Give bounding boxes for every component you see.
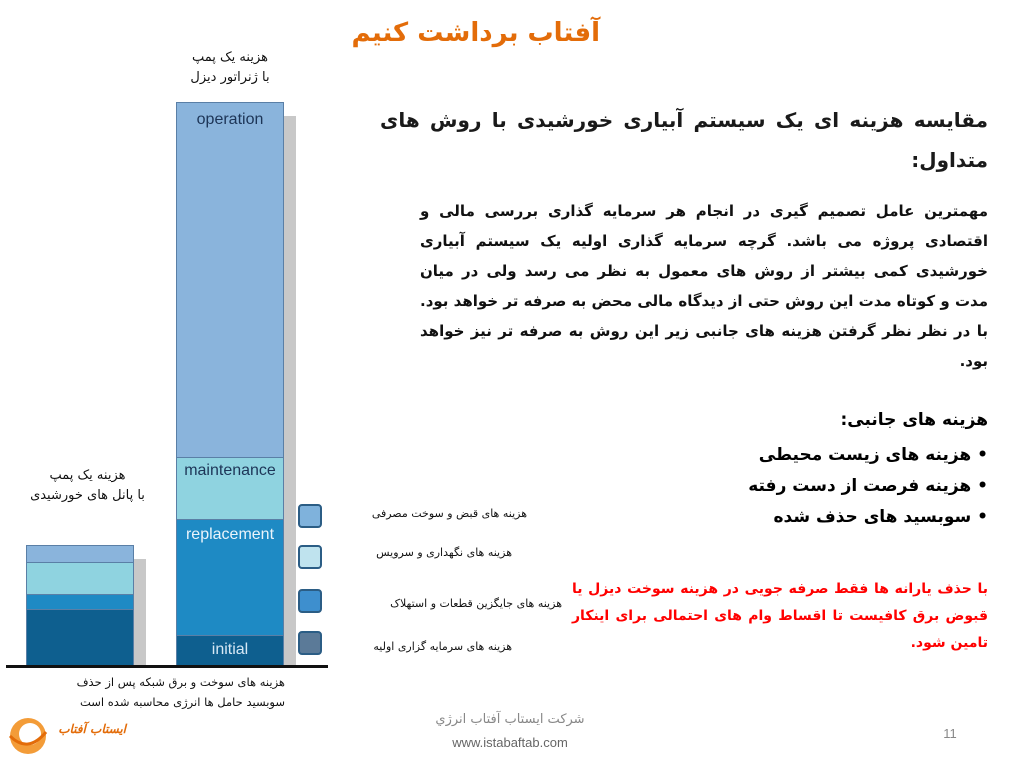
diesel-column-label (170, 48, 290, 88)
diesel-label-line1: هزینه یک پمپ (192, 50, 268, 65)
slide-title: آفتاب برداشت کنیم (351, 18, 600, 48)
initial-label: initial (211, 641, 249, 658)
diesel-initial-segment (177, 635, 283, 665)
diesel-label-line2: با ژنراتور دیزل (190, 70, 270, 85)
company-url[interactable]: www.istabaftab.com (452, 735, 568, 750)
replacement-label: replacement (185, 526, 275, 543)
operation-label: operation (196, 111, 264, 128)
legend-swatch-replacement (298, 589, 322, 613)
solar-column-label (15, 466, 160, 506)
solar-stacked-bar (26, 545, 134, 666)
section-heading: مقایسه هزینه ای یک سیستم آبیاری خورشیدی با روش های متداول: (380, 108, 988, 172)
company-name: شرکت ایستاب آفتاب انرژي (435, 712, 585, 727)
diesel-replacement-segment (177, 519, 283, 635)
subsidy-note: با حذف یارانه ها فقط صرفه جویی در هزینه سوخت دیزل یا قبوض برق کافیست تا اقساط وام های احتمالی برای اینکار تامین شود. (572, 581, 988, 651)
side-cost-item: • سوبسید های حذف شده (773, 507, 988, 527)
footnote-line1: هزینه های سوخت و برق شبکه پس از حذف (76, 675, 285, 689)
solar-operation-segment (27, 546, 133, 562)
diesel-bar-shadow (284, 116, 296, 666)
solar-initial-segment (27, 609, 133, 665)
solar-label-line1: هزینه یک پمپ (49, 468, 126, 483)
side-costs-list (700, 440, 988, 533)
legend-swatch-fuel (298, 504, 322, 528)
chart-baseline (6, 665, 328, 668)
diesel-operation-segment (177, 103, 283, 457)
sun-logo-icon (6, 710, 50, 758)
side-costs-title: هزینه های جانبی: (840, 410, 988, 430)
diesel-stacked-bar (176, 102, 284, 666)
footnote-line2: سوبسید حامل ها انرژی محاسبه شده است (79, 695, 285, 709)
legend-label-fuel: هزینه های قبض و سوخت مصرفی (371, 507, 527, 520)
legend-label-initial: هزینه های سرمایه گزاری اولیه (373, 640, 512, 653)
diesel-maintenance-segment (177, 457, 283, 519)
solar-bar-shadow (134, 559, 146, 666)
page-number: 11 (943, 726, 957, 741)
maintenance-label: maintenance (184, 462, 276, 479)
company-logo (6, 710, 50, 758)
side-cost-item: • هزینه های زیست محیطی (758, 445, 988, 465)
legend-swatch-maintenance (298, 545, 322, 569)
solar-replacement-segment (27, 594, 133, 609)
intro-paragraph: مهمترین عامل تصمیم گیری در انجام هر سرمایه گذاری بررسی مالی و اقتصادی پروژه می باشد. گرچه سرمایه گذاری اولیه یک سیستم آبیاری خورشیدی کمی بیشتر از روش های معمول به نظر می رسد ولی در میان مدت و کوتاه مدت این روش حتی از دیدگاه مالی محض به صرفه تر خواهد بود. با در نظر نظر گرفتن هزینه های جانبی زیر این روش به صرفه تر نیز خواهد بود. (420, 202, 988, 370)
solar-maintenance-segment (27, 562, 133, 594)
legend-label-maintenance: هزینه های نگهداری و سرویس (376, 546, 512, 559)
solar-label-line2: با پانل های خورشیدی (30, 488, 145, 503)
side-cost-item: • هزینه فرصت از دست رفته (748, 476, 988, 496)
legend-label-replacement: هزینه های جایگزین قطعات و استهلاک (390, 597, 562, 610)
chart-footnote (40, 672, 285, 712)
legend-swatch-initial (298, 631, 322, 655)
logo-text: ایستاب آفتاب (58, 722, 126, 736)
